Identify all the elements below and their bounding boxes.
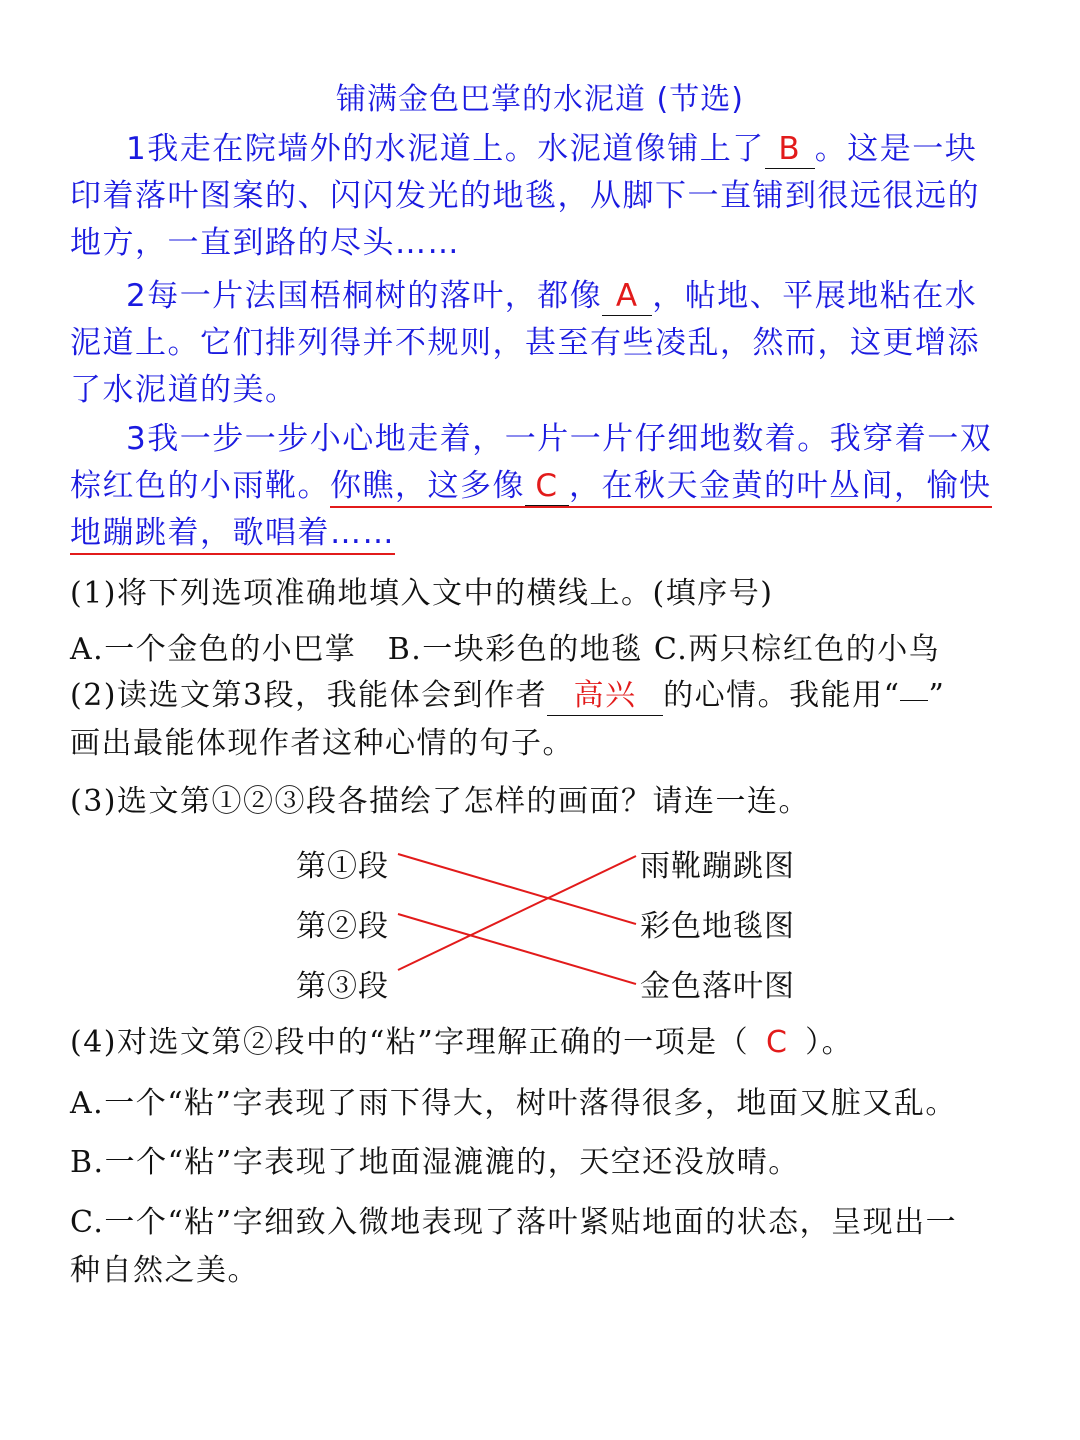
q4-answer: C [765, 1025, 789, 1060]
match-right-3: 金色落叶图 [640, 969, 795, 1004]
match-left-3: 第③段 [296, 969, 389, 1004]
p3-answer-blank: C [525, 463, 569, 510]
p3-underlined-sentence-part2: 地蹦跳着，歌唱着…… [70, 515, 395, 555]
q4-option-a: A.一个“粘”字表现了雨下得大，树叶落得很多，地面又脏又乱。 [70, 1086, 957, 1121]
p1-line3: 地方，一直到路的尽头…… [70, 225, 460, 261]
q4-option-c [70, 1199, 1030, 1295]
p2-answer-blank: A [602, 273, 652, 320]
q4-post: ）。 [805, 1025, 854, 1060]
q4-option-b: B.一个“粘”字表现了地面湿漉漉的，天空还没放晴。 [70, 1145, 800, 1180]
q2-post: 的心情。我能用“ [663, 678, 901, 713]
match-line-2-to-3 [398, 914, 636, 984]
p1-text-post: 。这是一块 [814, 131, 978, 167]
match-left-1: 第①段 [296, 849, 389, 884]
q2-pre: (2)读选文第3段，我能体会到作者 [70, 678, 548, 713]
match-right-2: 彩色地毯图 [640, 909, 795, 944]
p1-text-pre: 1我走在院墙外的水泥道上。水泥道像铺上了 [126, 131, 765, 167]
p3-line2-pre: 棕红色的小雨靴。 [70, 468, 330, 504]
q4-option-c-line2: 种自然之美。 [70, 1253, 259, 1288]
q4-option-c-line1: C.一个“粘”字细致入微地表现了落叶紧贴地面的状态，呈现出一 [70, 1205, 958, 1240]
q2-post2: ” [928, 678, 946, 713]
q3-prompt: (3)选文第①②③段各描绘了怎样的画面？请连一连。 [70, 784, 810, 819]
p2-line3: 了水泥道的美。 [70, 372, 298, 408]
p1-line2: 印着落叶图案的、闪闪发光的地毯，从脚下一直铺到很远很远的 [70, 178, 980, 214]
q1-prompt: (1)将下列选项准确地填入文中的横线上。(填序号) [70, 576, 774, 611]
q2-line2: 画出最能体现作者这种心情的句子。 [70, 726, 574, 761]
p2-text-post: ，帖地、平展地粘在水 [652, 278, 978, 314]
p2-text-pre: 2每一片法国梧桐树的落叶，都像 [126, 278, 603, 314]
p2-line2: 泥道上。它们排列得并不规则，甚至有些凌乱，然而，这更增添 [70, 325, 980, 361]
match-right-1: 雨靴蹦跳图 [640, 849, 795, 884]
q4-pre: (4)对选文第②段中的“粘”字理解正确的一项是（ [70, 1025, 750, 1060]
q2-answer-blank: 高兴 [547, 672, 663, 720]
p3-ul-pre: 你瞧，这多像 [330, 468, 525, 504]
p3-ul-post: ，在秋天金黄的叶丛间，愉快 [569, 468, 992, 504]
passage-title: 铺满金色巴掌的水泥道 (节选) [336, 82, 744, 117]
q1-options: A.一个金色的小巴掌 B.一块彩色的地毯 C.两只棕红色的小鸟 [70, 632, 941, 667]
p1-answer-blank: B [765, 126, 815, 173]
question-4 [70, 1019, 1030, 1067]
match-left-2: 第②段 [296, 909, 389, 944]
p3-line1: 3我一步一步小心地走着，一片一片仔细地数着。我穿着一双 [126, 421, 993, 457]
